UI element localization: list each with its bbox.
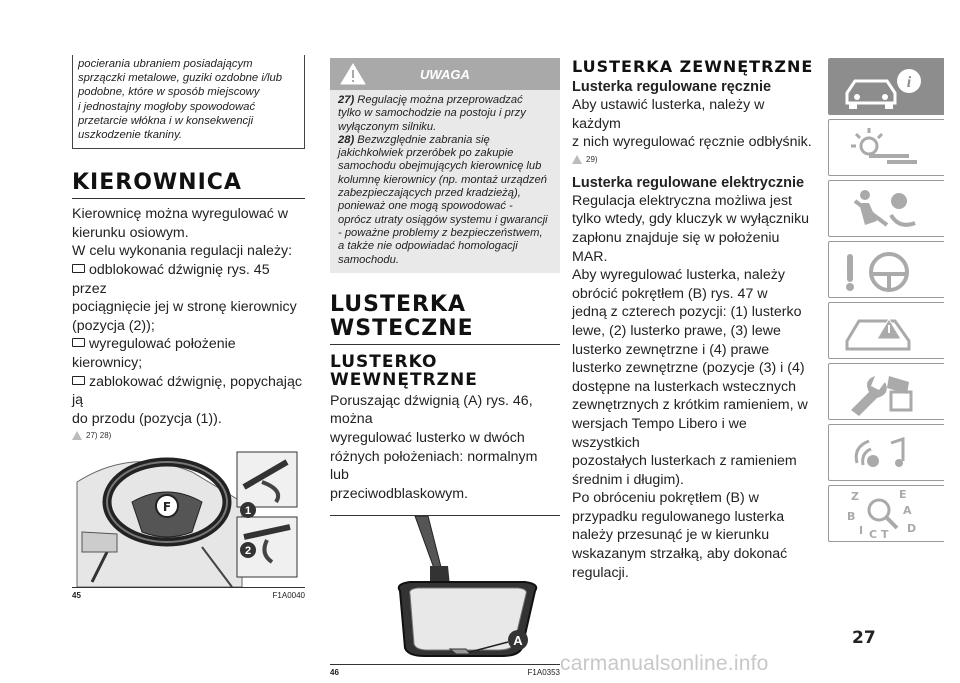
bullet-cont: do przodu (pozycja (1)). — [72, 410, 222, 427]
starting-driving-icon — [829, 242, 945, 299]
column-left — [72, 55, 305, 600]
bullet-icon — [72, 338, 85, 347]
warning-line: - poważne problemy z bezpieczeństwem, — [338, 226, 543, 239]
body-line: przypadku regulowanego lusterka — [572, 508, 785, 525]
index-letter: B — [847, 510, 856, 523]
page-number: 27 — [852, 628, 876, 648]
body-line: Po obróceniu pokrętłem (B) w — [572, 490, 759, 507]
warning-line: jakichkolwiek przeróbek po zakupie — [338, 147, 514, 160]
airbag-safety-icon — [829, 181, 945, 238]
body-line: regulacji. — [572, 564, 629, 581]
tab-starting-driving[interactable] — [828, 241, 944, 298]
tab-safety[interactable] — [828, 180, 944, 237]
note-line: przetarcie włókna i w konsekwencji — [78, 114, 254, 127]
watermark: carmanualsonline.info — [560, 652, 769, 675]
car-info-icon — [829, 59, 945, 116]
figure-number: 45 — [72, 591, 81, 601]
warning-line: samochodu. — [338, 253, 399, 266]
multimedia-icon — [829, 425, 945, 482]
fabric-note — [72, 55, 305, 149]
body-line: zewnętrznych z krótkim ramieniem, w — [572, 397, 808, 414]
uwaga-header — [330, 58, 560, 90]
bullet-item: odblokować dźwignię rys. 45 przez — [72, 262, 270, 297]
index-letter: C — [869, 528, 878, 541]
tab-warning-lights[interactable] — [828, 119, 944, 176]
subheading-manual: Lusterka regulowane ręcznie — [572, 79, 772, 95]
uwaga-body — [330, 90, 560, 273]
index-letter: E — [899, 488, 907, 501]
callout-a: A — [513, 633, 523, 649]
index-icon — [829, 486, 945, 543]
tab-car-info[interactable] — [828, 58, 944, 115]
intro-line: Kierownicę można wyregulować w — [72, 206, 289, 223]
figure-caption — [330, 668, 560, 677]
section-heading-lusterka — [330, 293, 560, 345]
warning-line: zabezpieczających przed kradzieżą), — [338, 187, 521, 200]
body-line: średnim i długim). — [572, 471, 684, 488]
warning-triangle-icon — [340, 63, 366, 85]
body-line: Aby wyregulować lusterka, należy — [572, 267, 785, 284]
figure-45-steering-wheel — [72, 442, 305, 588]
tab-emergency[interactable] — [828, 302, 944, 359]
column-middle — [330, 58, 560, 677]
column-right — [572, 58, 817, 582]
callout-2: 2 — [244, 545, 252, 558]
warning-line: samochodu obejmujących kierownicę lub — [338, 160, 542, 173]
tab-index[interactable] — [828, 485, 944, 542]
section-heading-kierownica: KIEROWNICA — [72, 171, 305, 199]
figure-caption — [72, 591, 305, 600]
warning-lights-icon — [829, 120, 945, 177]
heading-line: WSTECZNE — [330, 317, 560, 345]
bullet-cont: pociągnięcie jej w stronę kierownicy — [72, 299, 297, 316]
bullet-item: zablokować dźwignię, popychając ją — [72, 373, 302, 409]
figure-code: F1A0353 — [527, 668, 560, 678]
warning-triangle-icon — [572, 155, 582, 164]
body-line: lusterko zewnętrzne i (4) prawe — [572, 341, 770, 358]
body-line: jedną z czterech pozycji: (1) lusterko — [572, 304, 802, 321]
note-line: sprzączki metalowe, guziki ozdobne i/lub — [78, 72, 283, 85]
body-line: z nich wyregulować ręcznie odbłyśnik. — [572, 134, 812, 151]
svg-text:F: F — [162, 500, 172, 515]
body-line: Regulacja elektryczna możliwa jest — [572, 192, 792, 209]
intro-line: W celu wykonania regulacji należy: — [72, 243, 293, 260]
steering-wheel-illustration — [72, 442, 305, 587]
maintenance-icon — [829, 364, 945, 421]
heading-line: LUSTERKA — [330, 291, 466, 317]
body-line: lewe, (2) lusterko prawe, (3) lewe — [572, 322, 781, 339]
bullet-icon — [72, 376, 85, 385]
body-line: wskazanym strzałką, aby dokonać — [572, 546, 788, 563]
bullet-item: wyregulować położenie kierownicy; — [72, 336, 236, 371]
body-line: Aby ustawić lusterka, należy w każdym — [572, 97, 765, 132]
body-line: przeciwodblaskowym. — [330, 485, 468, 502]
subheading-electric: Lusterka regulowane elektrycznie — [572, 174, 805, 191]
intro-line: kierunku osiowym. — [72, 224, 189, 241]
figure-46-rearview-mirror — [330, 515, 560, 665]
warning-line: oprócz utraty osiągów systemu i gwarancji — [338, 213, 548, 226]
body-line: wersjach Tempo Libero i we wszystkich — [572, 415, 747, 451]
section-heading-lusterka-zewnetrzne: LUSTERKA ZEWNĘTRZNE — [572, 57, 814, 76]
body-line: pozostałych lusterkach z ramieniem — [572, 453, 797, 470]
warning-line: kolumnę kierownicy (np. montaż urządzeń — [338, 173, 547, 186]
index-letter: I — [859, 524, 864, 537]
warning-line: wyłączonym silniku. — [338, 120, 437, 133]
callout-1: 1 — [244, 505, 252, 518]
body-line: zapłonu znajduje się w położeniu MAR. — [572, 229, 780, 265]
warning-triangle-icon — [72, 431, 82, 440]
note-line: pocierania ubraniem posiadającym — [78, 58, 253, 70]
figure-code: F1A0040 — [272, 591, 305, 601]
chapter-tabs — [828, 58, 944, 546]
note-line: podobne, które w sposób miejscowy — [78, 86, 260, 99]
body-line: obrócić pokrętłem (B) rys. 47 w — [572, 285, 768, 302]
body-line: Poruszając dźwignią (A) rys. 46, można — [330, 392, 533, 428]
bullet-cont: (pozycja (2)); — [72, 317, 155, 334]
body-line: wyregulować lusterko w dwóch — [330, 430, 525, 447]
warning-line: tylko w samochodzie na postoju i przy — [338, 107, 526, 120]
body-line: różnych położeniach: normalnym lub — [330, 448, 538, 484]
bullet-icon — [72, 264, 85, 273]
warning-28: 28) Bezwzględnie zabrania się — [338, 133, 490, 146]
warning-ref: 29) — [572, 155, 817, 164]
body-line: należy przesunąć je w kierunku — [572, 527, 770, 544]
warning-line: ponieważ one mogą spowodować - — [338, 200, 513, 213]
index-letter: A — [903, 504, 912, 517]
warning-27: 27) Regulację można przeprowadzać — [338, 94, 523, 106]
warning-refs: 27) 28) — [72, 431, 305, 440]
index-letter: D — [907, 522, 917, 535]
index-letter: Z — [851, 490, 859, 503]
note-line: uszkodzenie tkaniny. — [78, 129, 183, 142]
subheading-lusterko-wewnetrzne: LUSTERKO WEWNĘTRZNE — [330, 351, 478, 390]
tab-maintenance[interactable] — [828, 363, 944, 420]
body-line: dostępne na lusterkach wstecznych — [572, 378, 796, 395]
body-line: lusterko zewnętrzne (pozycje (3) i (4) — [572, 360, 805, 377]
note-line: i jednostajny mogłoby spowodować — [78, 100, 256, 113]
body-line: tylko wtedy, gdy kluczyk w wyłączniku — [572, 211, 810, 228]
rearview-mirror-illustration — [330, 516, 560, 664]
uwaga-title: UWAGA — [420, 67, 470, 82]
emergency-icon — [829, 303, 945, 360]
warning-line: a także nie odpowiadać homologacji — [338, 240, 518, 253]
index-letter: T — [881, 528, 889, 541]
svg-text:i: i — [906, 74, 912, 91]
tab-multimedia[interactable] — [828, 424, 944, 481]
figure-number: 46 — [330, 668, 339, 678]
